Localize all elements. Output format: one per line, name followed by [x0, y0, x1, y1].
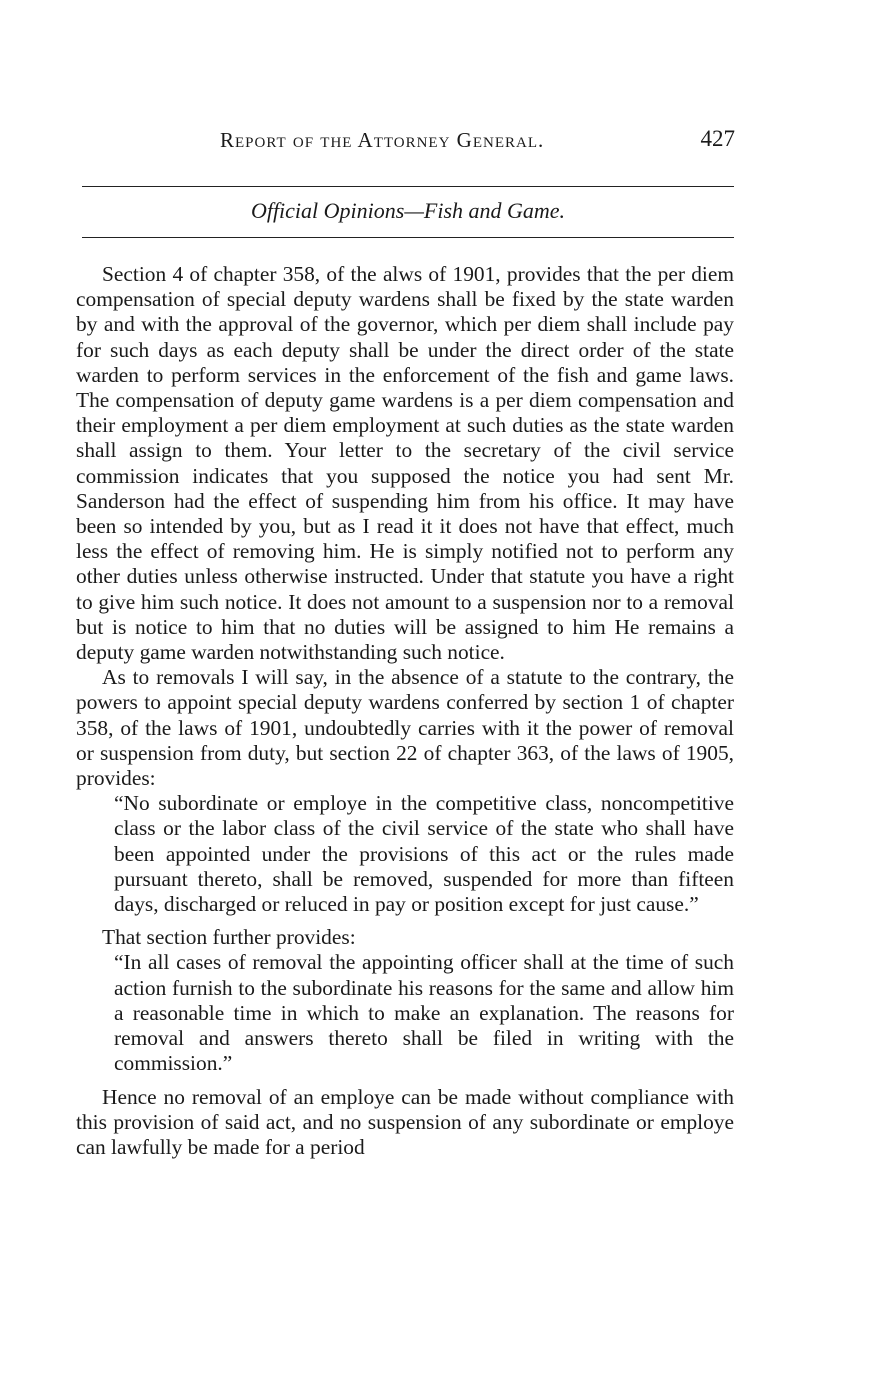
heading-rule-bottom [82, 237, 734, 238]
heading-rule-top [82, 186, 734, 187]
paragraph-3: That section further provides: [102, 925, 356, 950]
paragraph-1: Section 4 of chapter 358, of the alws of 1901, provides that the per diem compensation of special deputy wardens shall be fixed by the state warden by and with the approval of the governor, which per diem shall include pay for such days as each deputy shall be under the direct order of the state warden to perform services in the enforcement of the fish and game laws. The compensation of deputy game wardens is a per diem compensation and their employment a per diem employment at such duties as the state warden shall assign to them. Your letter to the secretary of the civil service commission indicates that you supposed the notice you had sent Mr. Sanderson had the effect of suspending him from his office. It may have been so intended by you, but as I read it it does not have that effect, much less the effect of removing him. He is simply notified not to perform any other duties unless otherwise instructed. Under that statute you have a right to give him such notice. It does not amount to a suspension nor to a removal but is notice to him that no duties will be assigned to him He remains a deputy game warden notwithstanding such notice. [76, 262, 734, 665]
page-number: 427 [700, 126, 735, 151]
section-heading: Official Opinions—Fish and Game. [250, 198, 566, 223]
paragraph-2: As to removals I will say, in the absence of a statute to the contrary, the powers to appoint special deputy wardens conferred by section 1 of chapter 358, of the laws of 1901, undoubtedly carries with it the power of removal or suspension from duty, but section 22 of chapter 363, of the laws of 1905, provides: [76, 665, 734, 791]
paragraph-4: Hence no removal of an employe can be made without compliance with this provision of said act, and no suspension of any subordinate or employe can lawfully be made for a period [76, 1084, 734, 1159]
statute-quote-1: “No subordinate or employe in the competitive class, noncompetitive class or the labor class of the civil service of the state who shall have been appointed under the provisions of this act or the rules made pursuant thereto, shall be removed, suspended for more than fifteen days, discharged or reluced in pay or position except for just cause.” [114, 791, 734, 917]
statute-quote-2: “In all cases of removal the appointing officer shall at the time of such action furnish to the subordinate his reasons for the same and allow him a reasonable time in which to make an explanation. The reasons for removal and answers thereto shall be filed in writing with the commission.” [114, 950, 734, 1076]
running-head [80, 128, 735, 156]
body-text [76, 262, 734, 1160]
running-title: Report of the Attorney General. [220, 128, 545, 152]
